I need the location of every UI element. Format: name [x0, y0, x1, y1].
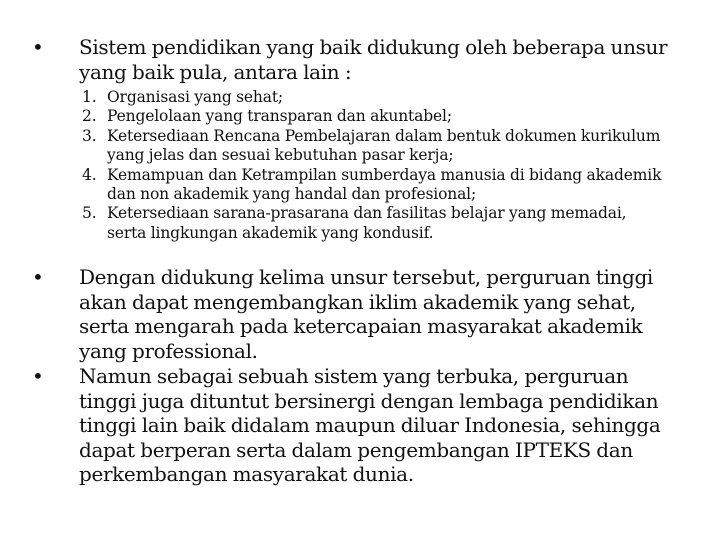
bullet-text-1: Sistem pendidikan yang baik didukung oleh beberapa unsur yang baik pula, antara lain :	[79, 35, 668, 84]
list-number: 5.	[82, 204, 97, 223]
bullet-marker: •	[32, 35, 44, 59]
list-item-text: Ketersediaan Rencana Pembelajaran dalam bentuk dokumen kurikulum yang jelas dan sesuai kebutuhan pasar kerja;	[107, 126, 661, 165]
list-number: 2.	[82, 107, 97, 126]
list-item	[82, 204, 682, 243]
list-item	[82, 166, 682, 205]
list-number: 1.	[82, 88, 97, 106]
numbered-list	[82, 88, 682, 243]
list-item	[82, 107, 682, 126]
bullet-marker: •	[32, 364, 44, 388]
list-item	[82, 88, 682, 107]
list-number: 3.	[82, 126, 97, 145]
list-item-text: Organisasi yang sehat;	[107, 88, 283, 106]
list-number: 4.	[82, 165, 97, 184]
bullet-marker: •	[32, 265, 44, 289]
bullet-text-3: Namun sebagai sebuah sistem yang terbuka, perguruan tinggi juga dituntut bersinergi dengan lembaga pendidikan tinggi lain baik didalam maupun diluar Indonesia, sehingga dapat berperan serta dalam pengembangan IPTEKS dan perkembangan masyarakat dunia.	[79, 364, 661, 486]
list-item	[82, 127, 682, 166]
bullet-text-2: Dengan didukung kelima unsur tersebut, perguruan tinggi akan dapat mengembangkan iklim akademik yang sehat, serta mengarah pada ketercapaian masyarakat akademik yang professional.	[79, 265, 653, 363]
list-item-text: Ketersediaan sarana-prasarana dan fasilitas belajar yang memadai, serta lingkungan akademik yang kondusif.	[107, 204, 627, 242]
list-item-text: Pengelolaan yang transparan dan akuntabel;	[107, 107, 452, 126]
list-item-text: Kemampuan dan Ketrampilan sumberdaya manusia di bidang akademik dan non akademik yang handal dan profesional;	[107, 165, 662, 204]
